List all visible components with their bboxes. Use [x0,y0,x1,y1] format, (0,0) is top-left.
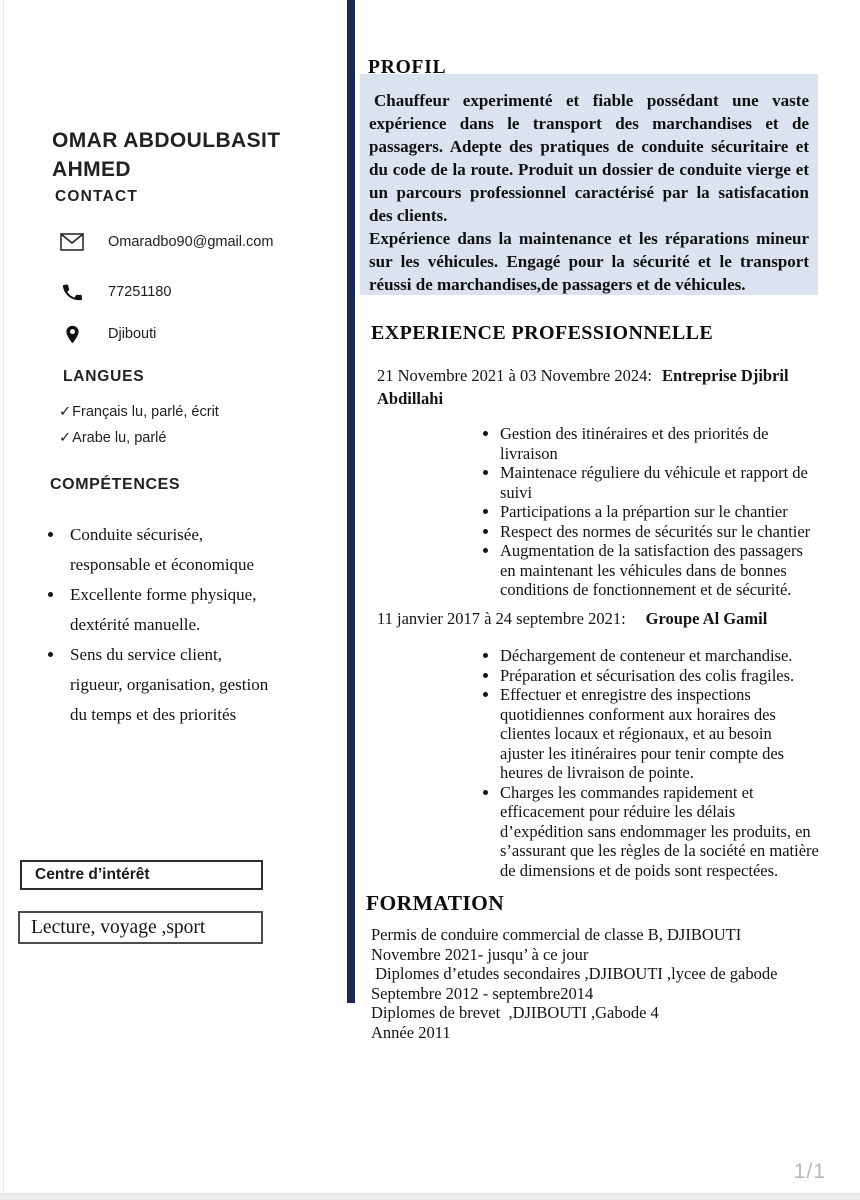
check-icon: ✓ [59,404,72,420]
interests-value: Lecture, voyage ,sport [31,916,206,938]
contact-row-location [60,322,156,346]
job2-period: 11 janvier 2017 à 24 septembre 2021: [377,609,626,628]
page-bottom-edge [0,1193,860,1200]
formation-line: Septembre 2012 - septembre2014 [371,983,594,1003]
email-icon [60,230,84,254]
langue-item [59,425,219,451]
langues-list [59,399,219,451]
job1-company: Entreprise Djibril Abdillahi [377,366,789,408]
job2-bullet: • Charges les commandes rapidement et efficacement pour réduire les délais d’expédition sans endommager les produits, en s’assurant que les règles de la société en matière de dimensions et de poids sont respectées. [500,783,819,881]
profil-paragraph-2: Expérience dans la maintenance et les réparations mineur sur les véhicules. Engagé pour la sécurité et le transport réussi de marchandises,de passagers et de véhicules. [369,229,809,294]
job1-bullet-list [472,424,819,600]
formation-line: Diplomes d’etudes secondaires ,DJIBOUTI ,lycee de gabode [371,964,778,983]
location-icon [60,322,84,346]
interests-title: Centre d’intérêt [35,866,150,883]
langue-label: Arabe lu, parlé [72,430,167,446]
job2-bullet: • Effectuer et enregistre des inspections quotidiennes conforment aux horaires des clientes locaux et régionaux, et au besoin ajuster les itinéraires pour tenir compte des heures de livraison de pointe. [500,685,819,783]
formation-line: Année 2011 [371,1022,451,1042]
job1-bullet: • Respect des normes de sécurités sur le chantier [500,522,819,542]
competence-item: • Excellente forme physique, dextérité manuelle. [65,580,278,640]
page-number-indicator: 1/1 [793,1160,826,1183]
profil-summary-box [360,74,818,295]
job1-bullet: • Maintenace réguliere du véhicule et rapport de suivi [500,463,819,502]
competence-item: • Sens du service client, rigueur, organisation, gestion du temps et des priorités [65,640,278,730]
langue-label: Français lu, parlé, écrit [72,404,219,420]
competences-list [40,520,278,730]
formation-line: Novembre 2021- jusqu’ à ce jour [371,944,589,964]
profil-section-heading: PROFIL [368,57,447,78]
job1-period: 21 Novembre 2021 à 03 Novembre 2024: [377,366,652,385]
job1-heading [377,364,819,410]
job1-bullet: • Augmentation de la satisfaction des passagers en maintenant les véhicules dans de bonnes conditions de fonctionnement et de sécurité. [500,541,819,600]
job2-bullet-list [472,646,819,880]
page-edge-line [3,0,4,1192]
phone-icon [60,280,84,304]
formation-lines [371,925,821,1042]
formation-section-heading: FORMATION [366,891,505,915]
email-value: Omaradbo90@gmail.com [108,234,274,250]
job1-bullet: • Participations a la prépartion sur le chantier [500,502,819,522]
competences-section-heading: COMPÉTENCES [50,476,181,493]
competence-item: • Conduite sécurisée, responsable et économique [65,520,278,580]
candidate-name: OMAR ABDOULBASIT AHMED [52,129,281,181]
vertical-accent-bar [347,0,355,1003]
experience-section-heading: EXPERIENCE PROFESSIONNELLE [371,322,714,344]
location-value: Djibouti [108,326,157,342]
interests-value-box [18,911,263,944]
contact-row-email [60,230,273,254]
contact-row-phone [60,280,171,304]
contact-section-heading: CONTACT [55,188,139,205]
phone-value: 77251180 [108,284,172,300]
langue-item [59,399,219,425]
profil-paragraph-1: Chauffeur experimenté et fiable possédant une vaste expérience dans le transport des marchandises et de passagers. Adepte des pratiques de conduite sécuritaire et du code de la route. Produit un dossier de conduite vierge et un parcours professionnel caractérisé par la satisfacation des clients. [369,91,809,225]
interests-title-box [20,860,263,890]
langues-section-heading: LANGUES [63,368,145,385]
formation-line: Diplomes de brevet ,DJIBOUTI ,Gabode 4 [371,1003,659,1022]
job2-company: Groupe Al Gamil [645,609,768,628]
formation-line: Permis de conduire commercial de classe B, DJIBOUTI [371,925,742,944]
job2-heading [377,607,819,630]
job1-bullet: • Gestion des itinéraires et des priorités de livraison [500,424,819,463]
job2-bullet: • Déchargement de conteneur et marchandise. [500,646,819,666]
check-icon: ✓ [59,430,72,446]
job2-bullet: • Préparation et sécurisation des colis fragiles. [500,666,819,686]
